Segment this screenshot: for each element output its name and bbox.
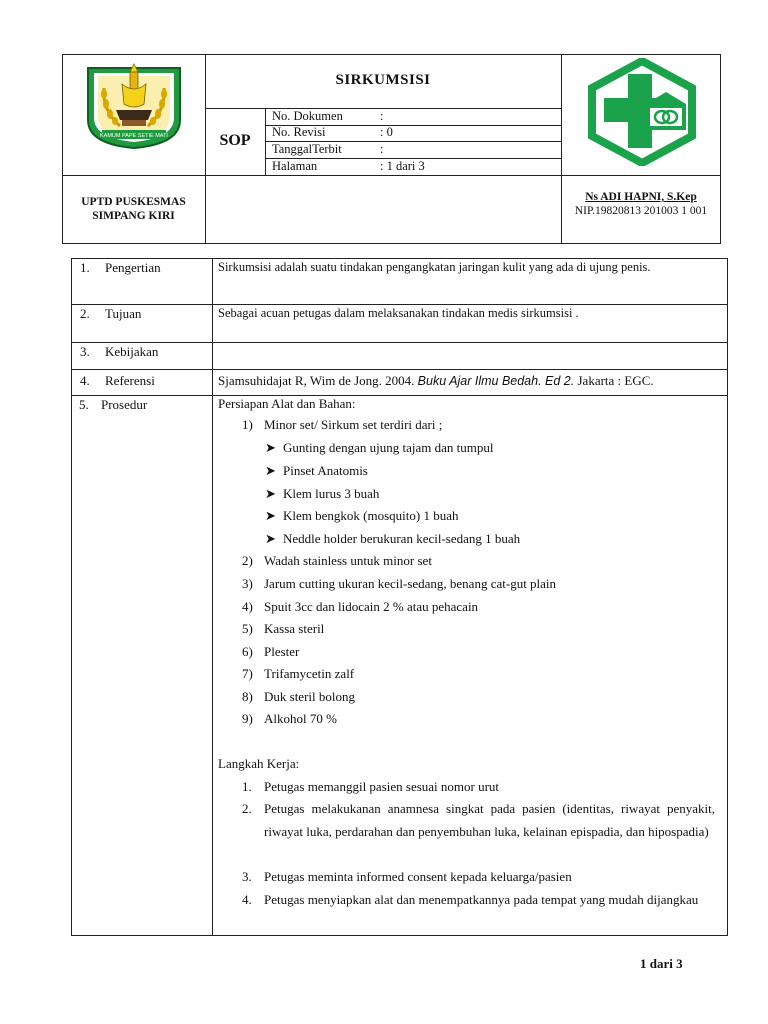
- meta-label-halaman: Halaman: [272, 159, 318, 173]
- sub-item-text: Gunting dengan ujung tajam dan tumpul: [283, 440, 494, 455]
- row-label-referensi: Referensi: [105, 373, 155, 388]
- sub-list-item: [265, 505, 458, 528]
- langkah-heading: Langkah Kerja:: [218, 756, 300, 771]
- signatory-nip: NIP.19820813 201003 1 001: [574, 205, 708, 217]
- puskesmas-logo: [584, 58, 700, 166]
- item-number: 7): [242, 666, 253, 681]
- sub-list-item: [265, 483, 379, 506]
- referensi-text: [218, 373, 723, 389]
- step-text: Petugas memanggil pasien sesuai nomor urut: [264, 779, 500, 794]
- item-number: 3): [242, 576, 253, 591]
- tujuan-text: Sebagai acuan petugas dalam melaksanakan tindakan medis sirkumsisi .: [218, 306, 579, 320]
- sub-list-item: [265, 528, 520, 551]
- referensi-book-title: Buku Ajar Ilmu Bedah. Ed 2.: [417, 374, 575, 388]
- signatory-name: Ns ADI HAPNI, S.Kep: [585, 191, 697, 203]
- item-text: Jarum cutting ukuran kecil-sedang, benang cat-gut plain: [264, 576, 557, 591]
- sub-item-text: Klem bengkok (mosquito) 1 buah: [283, 508, 459, 523]
- meta-value-tanggal: :: [380, 142, 384, 156]
- step-number: 2.: [242, 801, 252, 816]
- item-number: 2): [242, 553, 253, 568]
- page-number-total: 3: [676, 956, 683, 971]
- step-text: Petugas menyiapkan alat dan menempatkannya pada tempat yang mudah dijangkau: [264, 892, 699, 907]
- meta-value-dokumen: :: [380, 109, 384, 123]
- row-number-kebijakan: 3.: [80, 344, 90, 359]
- step-number: 4.: [242, 892, 252, 907]
- row-number-tujuan: 2.: [80, 306, 90, 321]
- step-text: Petugas melakukanan anamnesa singkat pada pasien (identitas, riwayat penyakit, riwayat luka, perdarahan dan penyembuhan luka, kelainan epispadia, dan hipospadia): [264, 801, 715, 839]
- sub-item-text: Klem lurus 3 buah: [283, 486, 380, 501]
- item-text: Spuit 3cc dan lidocain 2 % atau pehacain: [264, 599, 479, 614]
- meta-value-halaman: : 1 dari 3: [380, 159, 425, 173]
- sub-item-text: Neddle holder berukuran kecil-sedang 1 buah: [283, 531, 521, 546]
- pengertian-text: Sirkumsisi adalah suatu tindakan pengangkatan jaringan kulit yang ada di ujung penis.: [218, 260, 651, 274]
- sub-list-item: [265, 460, 368, 483]
- item-number: 1): [242, 417, 253, 432]
- row-label-tujuan: Tujuan: [105, 306, 142, 321]
- meta-value-revisi: : 0: [380, 125, 393, 139]
- item-text: Alkohol 70 %: [264, 711, 337, 726]
- logo-motto: KAMUM PAPE SETIE MATI: [100, 133, 168, 139]
- organization-name: [62, 195, 205, 223]
- row-label-kebijakan: Kebijakan: [105, 344, 159, 359]
- arrowhead-bullet-icon: ➤: [265, 531, 276, 546]
- sop-label: SOP: [219, 132, 251, 149]
- page-number-current: 1 dari: [640, 956, 677, 971]
- item-number: 6): [242, 644, 253, 659]
- meta-label-tanggal: TanggalTerbit: [272, 142, 342, 156]
- referensi-publisher: Jakarta : EGC.: [574, 373, 654, 388]
- item-text: Duk steril bolong: [264, 689, 355, 704]
- arrowhead-bullet-icon: ➤: [265, 508, 276, 523]
- row-number-referensi: 4.: [80, 373, 90, 388]
- organization-line-2: SIMPANG KIRI: [92, 210, 175, 222]
- persiapan-heading: Persiapan Alat dan Bahan:: [218, 396, 356, 411]
- document-title: SIRKUMSISI: [335, 72, 431, 88]
- item-number: 5): [242, 621, 253, 636]
- item-text: Wadah stainless untuk minor set: [264, 553, 432, 568]
- sub-list-item: [265, 437, 494, 460]
- item-text: Trifamycetin zalf: [264, 666, 355, 681]
- page-number: [640, 956, 683, 972]
- meta-label-revisi: No. Revisi: [272, 125, 326, 139]
- arrowhead-bullet-icon: ➤: [265, 463, 276, 478]
- item-number: 4): [242, 599, 253, 614]
- sub-item-text: Pinset Anatomis: [283, 463, 368, 478]
- row-label-prosedur: Prosedur: [101, 397, 148, 412]
- step-number: 1.: [242, 779, 252, 794]
- arrowhead-bullet-icon: ➤: [265, 440, 276, 455]
- step-number: 3.: [242, 869, 252, 884]
- row-number-pengertian: 1.: [80, 260, 90, 275]
- row-label-pengertian: Pengertian: [105, 260, 161, 275]
- item-text: Plester: [264, 644, 300, 659]
- arrowhead-bullet-icon: ➤: [265, 486, 276, 501]
- item-number: 8): [242, 689, 253, 704]
- organization-line-1: UPTD PUSKESMAS: [81, 196, 186, 208]
- item-text: Minor set/ Sirkum set terdiri dari ;: [264, 417, 443, 432]
- step-text: Petugas meminta informed consent kepada keluarga/pasien: [264, 869, 572, 884]
- item-text: Kassa steril: [264, 621, 325, 636]
- item-number: 9): [242, 711, 253, 726]
- row-number-prosedur: 5.: [79, 397, 89, 412]
- referensi-authors: Sjamsuhidajat R, Wim de Jong. 2004.: [218, 373, 418, 388]
- regency-emblem-logo: [82, 58, 186, 150]
- meta-label-dokumen: No. Dokumen: [272, 109, 343, 123]
